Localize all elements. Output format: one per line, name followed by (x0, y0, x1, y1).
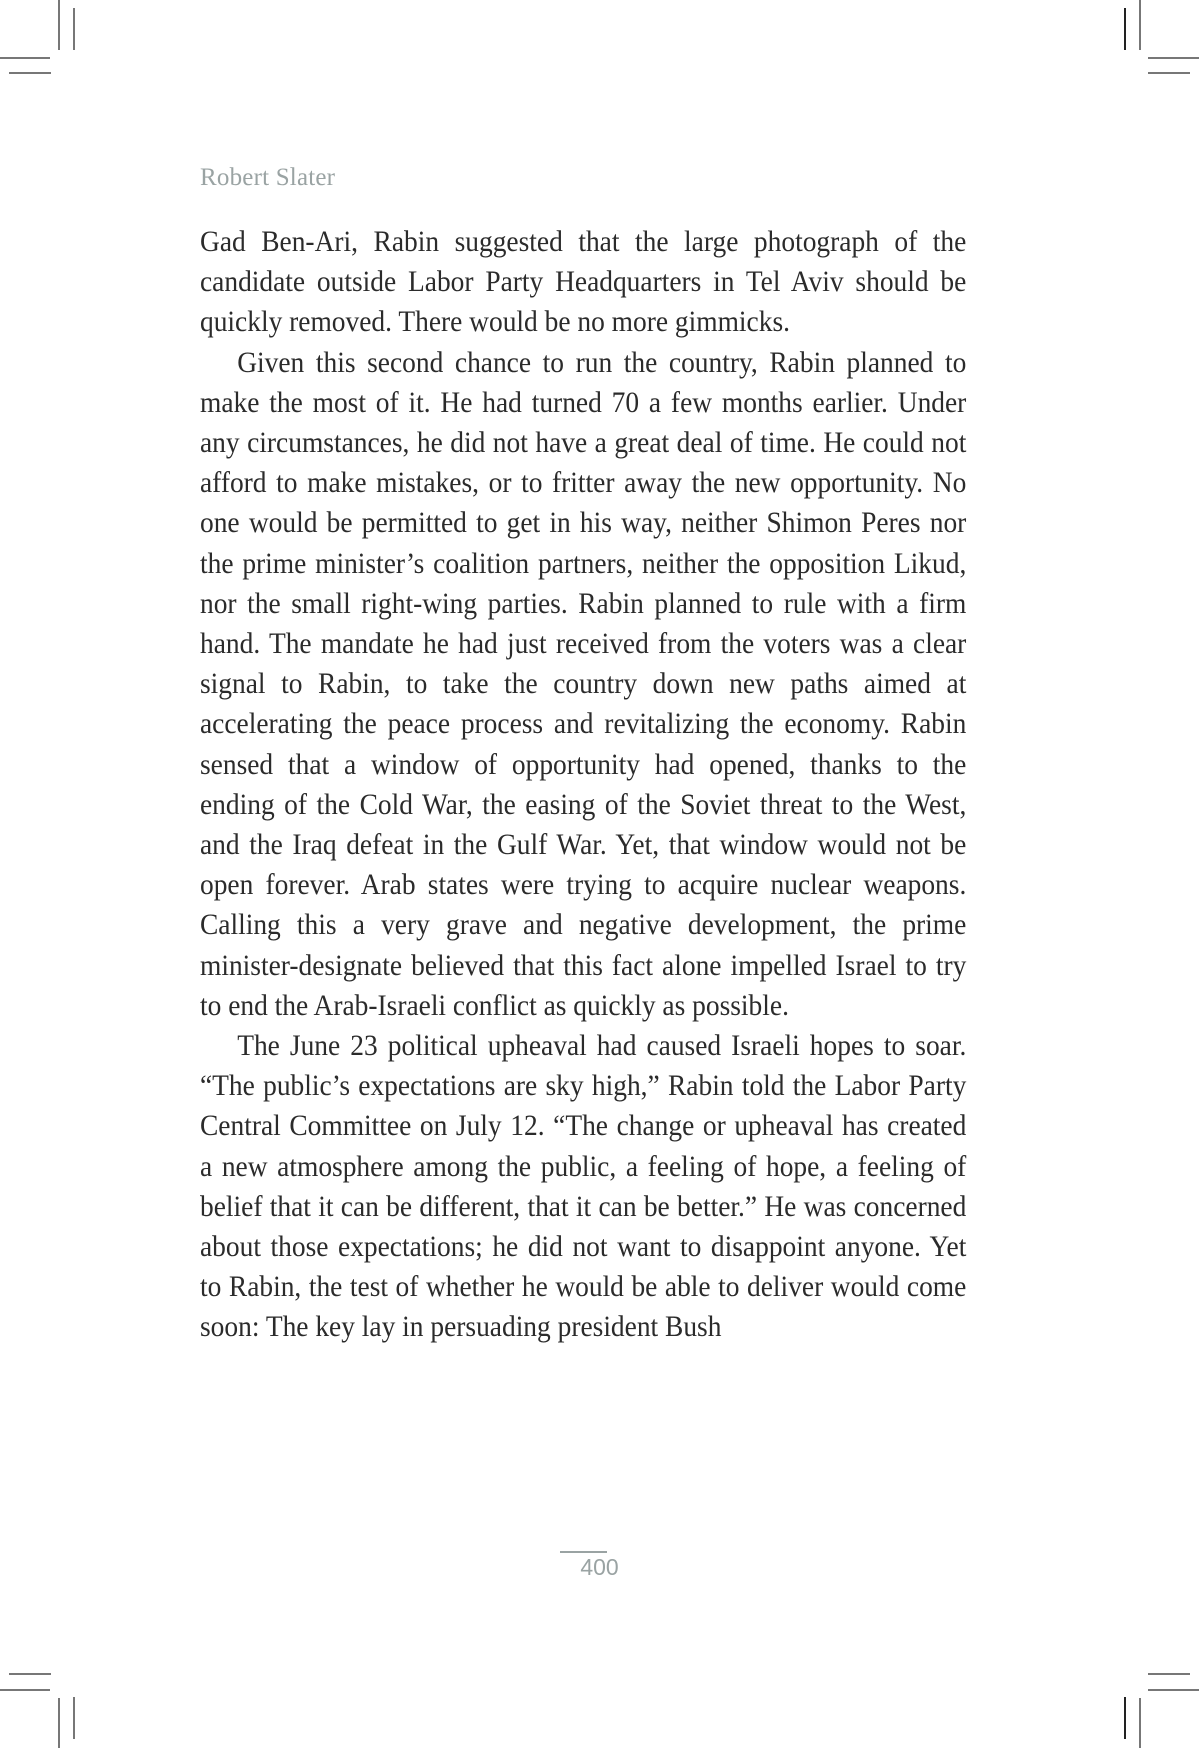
page-number: 400 (580, 1554, 619, 1580)
crop-mark-bottom-right-vertical-outer (1139, 1698, 1141, 1748)
crop-mark-bottom-left-vertical-outer (58, 1698, 60, 1748)
crop-mark-bottom-right-horizontal-outer (1148, 1689, 1199, 1691)
crop-mark-top-left-vertical-inner (73, 8, 75, 50)
body-text (200, 222, 967, 1348)
crop-mark-bottom-left-horizontal-outer (0, 1689, 50, 1691)
crop-mark-top-left-vertical-outer (58, 0, 60, 50)
crop-mark-top-left-horizontal-outer (0, 57, 50, 59)
crop-mark-top-left-horizontal-inner (9, 72, 51, 74)
crop-mark-bottom-right-horizontal-inner (1148, 1673, 1190, 1675)
crop-mark-top-right-horizontal-outer (1148, 57, 1199, 59)
paragraph: Gad Ben-Ari, Rabin suggested that the large photograph of the candidate outside Labor Party Headquarters in Tel Aviv should be quickly removed. There would be no more gimmicks. (200, 226, 967, 339)
running-head-author: Robert Slater (200, 164, 336, 191)
crop-mark-bottom-left-horizontal-inner (9, 1673, 51, 1675)
paragraph: Given this second chance to run the country, Rabin planned to make the most of it. He had turned 70 a few months earlier. Under any circumstances, he did not have a great deal of time. He could not afford to make mistakes, or to fritter away the new opportunity. No one would be permitted to get in his way, neither Shimon Peres nor the prime minister’s coalition partners, neither the opposition Likud, nor the small right-wing parties. Rabin planned to rule with a firm hand. The mandate he had just received from the voters was a clear signal to Rabin, to take the country down new paths aimed at accelerating the peace process and revitalizing the economy. Rabin sensed that a window of opportunity had opened, thanks to the ending of the Cold War, the easing of the Soviet threat to the West, and the Iraq defeat in the Gulf War. Yet, that window would not be open forever. Arab states were trying to acquire nuclear weapons. Calling this a very grave and negative development, the prime minister-designate believed that this fact alone impelled Israel to try to end the Arab-Israeli conflict as quickly as possible. (200, 346, 967, 1022)
crop-mark-bottom-left-vertical-inner (73, 1697, 75, 1739)
crop-mark-bottom-right-vertical-inner (1124, 1697, 1126, 1739)
crop-mark-top-right-vertical-inner (1124, 8, 1126, 50)
crop-mark-top-right-vertical-outer (1139, 0, 1141, 50)
page-number-rule (560, 1551, 607, 1553)
crop-mark-top-right-horizontal-inner (1148, 72, 1190, 74)
paragraph: The June 23 political upheaval had caused Israeli hopes to soar. “The public’s expectations are sky high,” Rabin told the Labor Party Central Committee on July 12. “The change or upheaval has created a new atmosphere among the public, a feeling of hope, a feeling of belief that it can be different, that it can be better.” He was concerned about those expectations; he did not want to disappoint anyone. Yet to Rabin, the test of whether he would be able to deliver would come soon: The key lay in persuading president Bush (200, 1030, 967, 1344)
